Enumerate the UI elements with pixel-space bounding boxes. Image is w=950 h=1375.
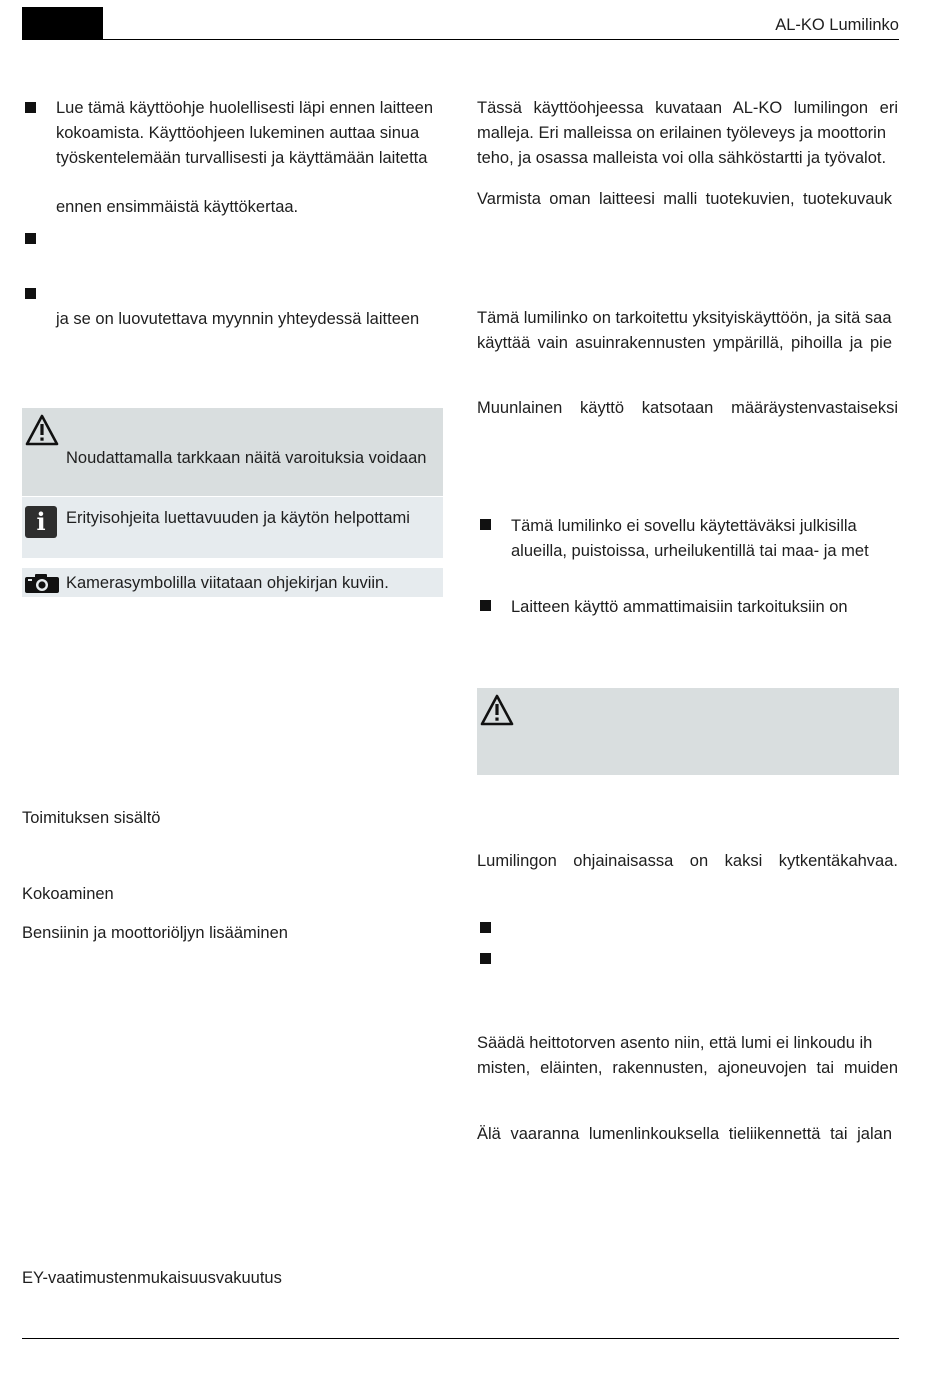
intro-line-2: kokoamista. Käyttöohjeen lukeminen auttaa sinua bbox=[56, 124, 420, 142]
professional-use-line: Laitteen käyttö ammattimaisiin tarkoituksiin on bbox=[511, 598, 848, 616]
traffic-line: Älä vaaranna lumenlinkouksella tieliikennettä tai jalan bbox=[477, 1125, 892, 1143]
info-text: Erityisohjeita luettavuuden ja käytön helpottami bbox=[66, 509, 410, 527]
warning-triangle-icon bbox=[480, 694, 514, 726]
intro-line-3: työskentelemään turvallisesti ja käyttämään laitetta bbox=[56, 149, 428, 167]
page-number-tab bbox=[22, 7, 103, 40]
bullet-square bbox=[25, 102, 36, 113]
not-public-line-2: alueilla, puistoissa, urheilukentillä tai maa- ja met bbox=[511, 542, 869, 560]
warning-triangle-icon bbox=[25, 414, 59, 446]
bullet-square bbox=[25, 233, 36, 244]
bullet-square bbox=[480, 600, 491, 611]
running-header-title: AL-KO Lumilinko bbox=[775, 16, 899, 34]
heading-fuel-and-oil: Bensiinin ja moottoriöljyn lisääminen bbox=[22, 924, 288, 942]
heading-delivery-contents: Toimituksen sisältö bbox=[22, 809, 161, 827]
heading-assembly: Kokoaminen bbox=[22, 885, 114, 903]
warning-box-2 bbox=[477, 688, 899, 775]
handover-line: ja se on luovutettava myynnin yhteydessä laitteen bbox=[56, 310, 420, 328]
bullet-square bbox=[480, 922, 491, 933]
handles-line: Lumilingon ohjainaisassa on kaksi kytkentäkahvaa. bbox=[477, 852, 898, 870]
other-use-line: Muunlainen käyttö katsotaan määräystenvastaiseksi bbox=[477, 399, 898, 417]
models-line-1: Tässä käyttöohjeessa kuvataan AL-KO lumilingon eri bbox=[477, 99, 898, 117]
camera-note-text: Kamerasymbolilla viitataan ohjekirjan kuviin. bbox=[66, 574, 389, 592]
chute-line-2: misten, eläinten, rakennusten, ajoneuvojen tai muiden bbox=[477, 1059, 898, 1077]
heading-ec-declaration: EY-vaatimustenmukaisuusvakuutus bbox=[22, 1269, 282, 1287]
models-line-3: teho, ja osassa malleista voi olla sähköstartti ja työvalot. bbox=[477, 149, 887, 167]
intended-use-line-2: käyttää vain asuinrakennusten ympärillä, pihoilla ja pie bbox=[477, 334, 892, 352]
bullet-square bbox=[25, 288, 36, 299]
footer-rule bbox=[22, 1338, 899, 1339]
info-icon: i bbox=[25, 506, 57, 538]
not-public-line-1: Tämä lumilinko ei sovellu käytettäväksi julkisilla bbox=[511, 517, 857, 535]
intended-use-line-1: Tämä lumilinko on tarkoitettu yksityiskäyttöön, ja sitä saa bbox=[477, 309, 892, 327]
intro-line-1: Lue tämä käyttöohje huolellisesti läpi ennen laitteen bbox=[56, 99, 434, 117]
header-rule bbox=[22, 39, 899, 40]
warning-text: Noudattamalla tarkkaan näitä varoituksia voidaan bbox=[66, 449, 427, 467]
intro-line-4: ennen ensimmäistä käyttökertaa. bbox=[56, 198, 299, 216]
bullet-square bbox=[480, 519, 491, 530]
bullet-square bbox=[480, 953, 491, 964]
chute-line-1: Säädä heittotorven asento niin, että lumi ei linkoudu ih bbox=[477, 1034, 873, 1052]
camera-icon bbox=[24, 573, 60, 594]
models-line-2: malleja. Eri malleissa on erilainen työleveys ja moottorin bbox=[477, 124, 887, 142]
verify-model-line: Varmista oman laitteesi malli tuotekuvien, tuotekuvauk bbox=[477, 190, 892, 208]
